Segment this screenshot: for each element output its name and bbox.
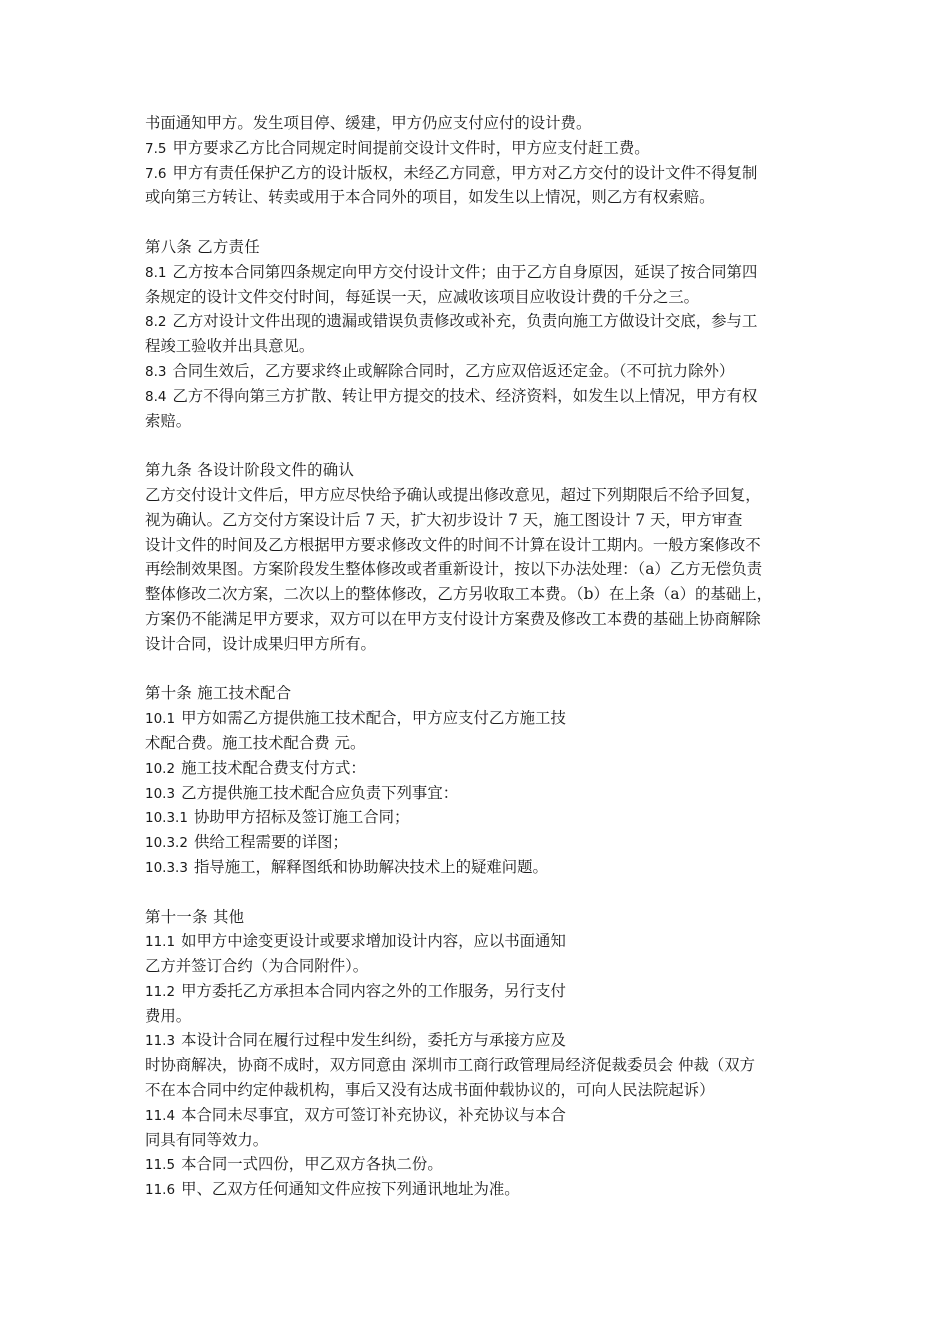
article-9-line: 设计文件的时间及乙方根据甲方要求修改文件的时间不计算在设计工期内。一般方案修改不 — [145, 535, 761, 554]
article-9-line: 再绘制效果图。方案阶段发生整体修改或者重新设计，按以下办法处理：（a）乙方无偿负责 — [145, 560, 763, 579]
clause-11-3-cont2: 不在本合同中约定仲裁机构，事后又没有达成书面仲载协议的，可向人民法院起诉） — [145, 1081, 715, 1100]
clause-text: 合同生效后，乙方要求终止或解除合同时，乙方应双倍返还定金。（不可抗力除外） — [172, 361, 735, 380]
clause-8-4 — [145, 384, 810, 409]
clause-8-1-cont: 条规定的设计文件交付时间，每延误一天，应减收该项目应收设计费的千分之三。 — [145, 287, 700, 306]
clause-number: 10.3.1 — [145, 810, 188, 827]
clause-number: 8.3 — [145, 363, 167, 380]
clause-7-5 — [145, 136, 810, 161]
clause-11-4-cont: 同具有同等效力。 — [145, 1130, 269, 1149]
clause-text: 甲、乙双方任何通知文件应按下列通讯地址为准。 — [181, 1180, 520, 1199]
clause-10-1-cont: 术配合费。施工技术配合费 元。 — [145, 733, 366, 752]
clause-text: 甲方有责任保护乙方的设计版权，未经乙方同意，甲方对乙方交付的设计文件不得复制 — [172, 163, 758, 182]
clause-text: 甲方如需乙方提供施工技术配合，甲方应支付乙方施工技 — [181, 709, 566, 728]
article-10-title: 第十条 施工技术配合 — [145, 684, 292, 703]
clause-text: 供给工程需要的详图； — [193, 833, 348, 852]
clause-text: 甲方要求乙方比合同规定时间提前交设计文件时，甲方应支付赶工费。 — [172, 138, 650, 157]
clause-number: 11.2 — [145, 983, 176, 1000]
clause-text: 施工技术配合费支付方式： — [181, 758, 366, 777]
clause-10-3 — [145, 781, 810, 806]
clause-number: 10.1 — [145, 711, 176, 728]
clause-11-1-cont: 乙方并签订合约（为合同附件）。 — [145, 957, 369, 976]
clause-text: 乙方对设计文件出现的遗漏或错误负责修改或补充，负责向施工方做设计交底，参与工 — [172, 312, 758, 331]
article-9-title: 第九条 各设计阶段文件的确认 — [145, 461, 355, 480]
clause-8-2 — [145, 309, 810, 334]
clause-10-1 — [145, 706, 810, 731]
clause-10-2 — [145, 756, 810, 781]
clause-7-6 — [145, 161, 810, 186]
clause-8-1 — [145, 260, 810, 285]
clause-11-2 — [145, 979, 810, 1004]
clause-number: 8.1 — [145, 264, 167, 281]
clause-10-3-3 — [145, 855, 810, 880]
contract-page — [145, 111, 810, 1202]
clause-10-3-1 — [145, 805, 810, 830]
article-9-line: 整体修改二次方案，二次以上的整体修改，乙方另收取工本费。（b）在上条（a）的基础上， — [145, 585, 772, 604]
clause-number: 11.5 — [145, 1157, 176, 1174]
clause-text: 乙方按本合同第四条规定向甲方交付设计文件；由于乙方自身原因，延误了按合同第四 — [172, 262, 758, 281]
clause-11-6 — [145, 1177, 810, 1202]
clause-number: 11.4 — [145, 1107, 176, 1124]
clause-11-1 — [145, 929, 810, 954]
intro-line: 书面通知甲方。发生项目停、缓建，甲方仍应支付应付的设计费。 — [145, 114, 592, 132]
article-9-line: 乙方交付设计文件后，甲方应尽快给予确认或提出修改意见，超过下列期限后不给予回复， — [145, 485, 761, 504]
clause-10-3-2 — [145, 830, 810, 855]
clause-8-3 — [145, 359, 810, 384]
clause-number: 7.6 — [145, 165, 167, 182]
clause-text: 本合同一式四份，甲乙双方各执二份。 — [181, 1155, 443, 1174]
clause-11-2-cont: 费用。 — [145, 1006, 192, 1025]
clause-11-5 — [145, 1152, 810, 1177]
clause-number: 10.3.3 — [145, 859, 188, 876]
clause-text: 乙方不得向第三方扩散、转让甲方提交的技术、经济资料，如发生以上情况，甲方有权 — [172, 386, 758, 405]
article-11-title: 第十一条 其他 — [145, 907, 245, 926]
clause-text: 甲方委托乙方承担本合同内容之外的工作服务，另行支付 — [181, 981, 566, 1000]
article-9-line: 方案仍不能满足甲方要求，双方可以在甲方支付设计方案费及修改工本费的基础上协商解除 — [145, 609, 761, 628]
clause-text: 本合同未尽事宜，双方可签订补充协议，补充协议与本合 — [181, 1105, 566, 1124]
clause-number: 10.3.2 — [145, 835, 188, 852]
clause-number: 11.1 — [145, 934, 176, 951]
clause-number: 8.2 — [145, 314, 167, 331]
clause-text: 乙方提供施工技术配合应负责下列事宜： — [181, 783, 459, 802]
clause-8-4-cont: 索赔。 — [145, 411, 192, 430]
clause-text: 指导施工，解释图纸和协助解决技术上的疑难问题。 — [193, 857, 548, 876]
clause-number: 10.2 — [145, 760, 176, 777]
clause-11-4 — [145, 1103, 810, 1128]
clause-text: 如甲方中途变更设计或要求增加设计内容，应以书面通知 — [181, 932, 566, 951]
clause-number: 11.3 — [145, 1033, 176, 1050]
clause-text: 协助甲方招标及签订施工合同； — [193, 808, 410, 827]
clause-text: 本设计合同在履行过程中发生纠纷，委托方与承接方应及 — [181, 1031, 566, 1050]
clause-7-6-cont: 或向第三方转让、转卖或用于本合同外的项目，如发生以上情况，则乙方有权索赔。 — [145, 188, 715, 207]
clause-number: 10.3 — [145, 785, 176, 802]
clause-number: 8.4 — [145, 388, 167, 405]
clause-number: 7.5 — [145, 140, 167, 157]
clause-8-2-cont: 程竣工验收并出具意见。 — [145, 337, 315, 356]
clause-number: 11.6 — [145, 1182, 176, 1199]
article-9-line: 视为确认。乙方交付方案设计后 7 天，扩大初步设计 7 天，施工图设计 7 天，甲方审查 — [145, 510, 743, 529]
article-8-title: 第八条 乙方责任 — [145, 237, 261, 256]
clause-11-3 — [145, 1028, 810, 1053]
article-9-line: 设计合同，设计成果归甲方所有。 — [145, 634, 376, 653]
clause-11-3-cont: 时协商解决，协商不成时，双方同意由 深圳市工商行政管理局经济促裁委员会 仲裁（双方 — [145, 1056, 756, 1075]
